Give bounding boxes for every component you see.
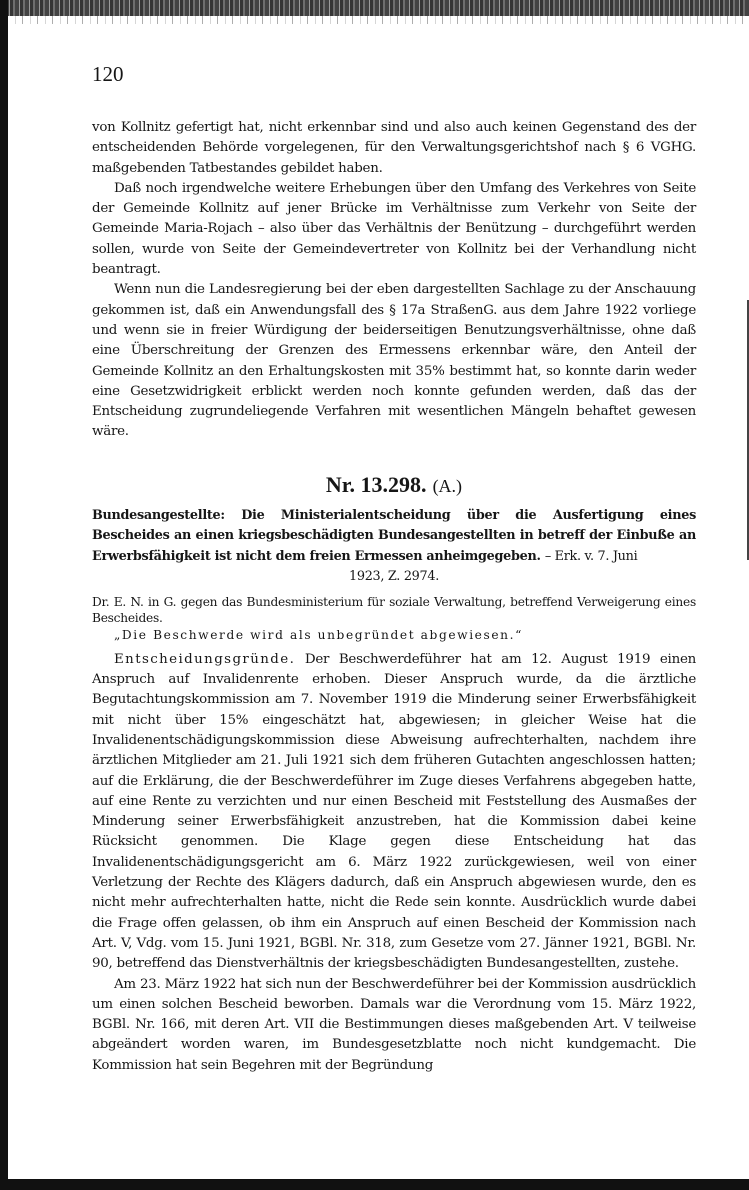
case-citation: – Erk. v. 7. Juni	[544, 548, 638, 564]
case-marker: (A.)	[432, 475, 463, 496]
case-citation-continued: 1923, Z. 2974.	[349, 569, 439, 585]
reasons-lead: Entscheidungsgründe.	[114, 651, 296, 667]
paragraph: Wenn nun die Landesregierung bei der eben dargestellten Sachlage zu der Anschauung gekommen ist, daß ein Anwendungsfall des § 17a StraßenG. aus dem Jahre 1922 vorliege und wenn sie in freier Würdigung der beiderseitigen Benutzungsverhältnisse, ohne daß eine Überschreitung der Grenzen des Ermessens erkennbar wäre, den Anteil der Gemeinde Kollnitz an den Erhaltungskosten mit 35% bestimmt hat, so konnte darin weder eine Gesetzwidrigkeit erblickt werden noch konnte gefunden werden, daß das der Entscheidung zugrundeliegende Verfahren mit wesentlichen Mängeln behaftet gewesen wäre.	[92, 282, 696, 440]
scan-edge-bottom	[0, 1179, 749, 1190]
paragraph-continued: von Kollnitz gefertigt hat, nicht erkennbar sind und also auch keinen Gegenstand des der entscheidenden Behörde vorgelegenen, für den Verwaltungsgerichtshof nach § 6 VGHG. maßgebenden Tatbestandes gebildet haben.	[92, 120, 696, 176]
reasons-text: Der Beschwerdeführer hat am 12. August 1919 einen Anspruch auf Invalidenrente erhoben. Dieser Anspruch wurde, da die ärztliche Begutachtungskommission am 7. November 1919 die Minderung seiner Erwerbsfähigkeit mit nicht über 15% eingeschätzt hat, abgewiesen; in gleicher Weise hat die Invalidenentschädigungskommission diese Abweisung aufrechterhalten, nachdem ihre ärztlichen Mitglieder am 21. Juli 1921 sich dem früheren Gutachten angeschlossen hatten; auf die Erklärung, die der Beschwerdeführer im Zuge dieses Verfahrens abgegeben hatte, auf eine Rente zu verzichten und nur einen Bescheid mit Feststellung des Ausmaßes der Minderung seiner Erwerbsfähigkeit anzustreben, hat die Kommission dabei keine Rücksicht genommen. Die Klage gegen diese Entscheidung hat das Invalidenentschädigungsgericht am 6. März 1922 zurückgewiesen, weil von einer Verletzung der Rechte des Klägers dadurch, daß ein Anspruch abgewiesen wurde, den es nicht mehr aufrechterhalten hatte, nicht die Rede sein konnte. Ausdrücklich wurde dabei die Frage offen gelassen, ob ihm ein Anspruch auf einen Bescheid der Kommission nach Art. V, Vdg. vom 15. Juni 1921, BGBl. Nr. 318, zum Gesetze vom 27. Jänner 1921, BGBl. Nr. 90, betreffend das Dienstverhältnis der kriegsbeschädigten Bundesangestellten, zustehe.	[92, 651, 696, 972]
case-heading	[92, 470, 696, 500]
case-number: Nr. 13.298.	[325, 471, 427, 497]
document-page	[92, 60, 696, 1076]
page-number: 120	[92, 62, 124, 86]
case-summary-headnote: Bundesangestellte: Die Ministerialentscheidung über die Ausfertigung eines Bescheides an einen kriegsbeschädigten Bundesangestellten in betreff der Einbuße an Erwerbsfähigkeit ist nicht dem freien Ermessen anheimgegeben.	[92, 507, 696, 564]
scan-edge-left	[0, 0, 8, 1190]
case-summary	[92, 506, 696, 588]
scan-noise-top	[0, 16, 749, 24]
case-parties: Dr. E. N. in G. gegen das Bundesministerium für soziale Verwaltung, betreffend Verweigerung eines Bescheides.	[92, 594, 696, 626]
reasons-paragraph	[92, 650, 696, 975]
case-verdict: „Die Beschwerde wird als unbegründet abgewiesen.“	[114, 627, 523, 642]
paragraph: Am 23. März 1922 hat sich nun der Beschwerdeführer bei der Kommission ausdrücklich um einen solchen Bescheid beworben. Damals war die Verordnung vom 15. März 1922, BGBl. Nr. 166, mit deren Art. VII die Bestimmungen dieses maßgebenden Art. V teilweise abgeändert worden waren, im Bundesgesetzblatte noch nicht kundgemacht. Die Kommission hat sein Begehren mit der Begründung	[92, 976, 696, 1073]
paragraph: Daß noch irgendwelche weitere Erhebungen über den Umfang des Verkehres von Seite der Gemeinde Kollnitz auf jener Brücke im Verhältnisse zum Verkehr von Seite der Gemeinde Maria-Rojach – also über das Verhältnis der Benützung – durchgeführt werden sollen, wurde von Seite der Gemeindevertreter von Kollnitz bei der Verhandlung nicht beantragt.	[92, 180, 696, 278]
scan-edge-top	[0, 0, 749, 16]
